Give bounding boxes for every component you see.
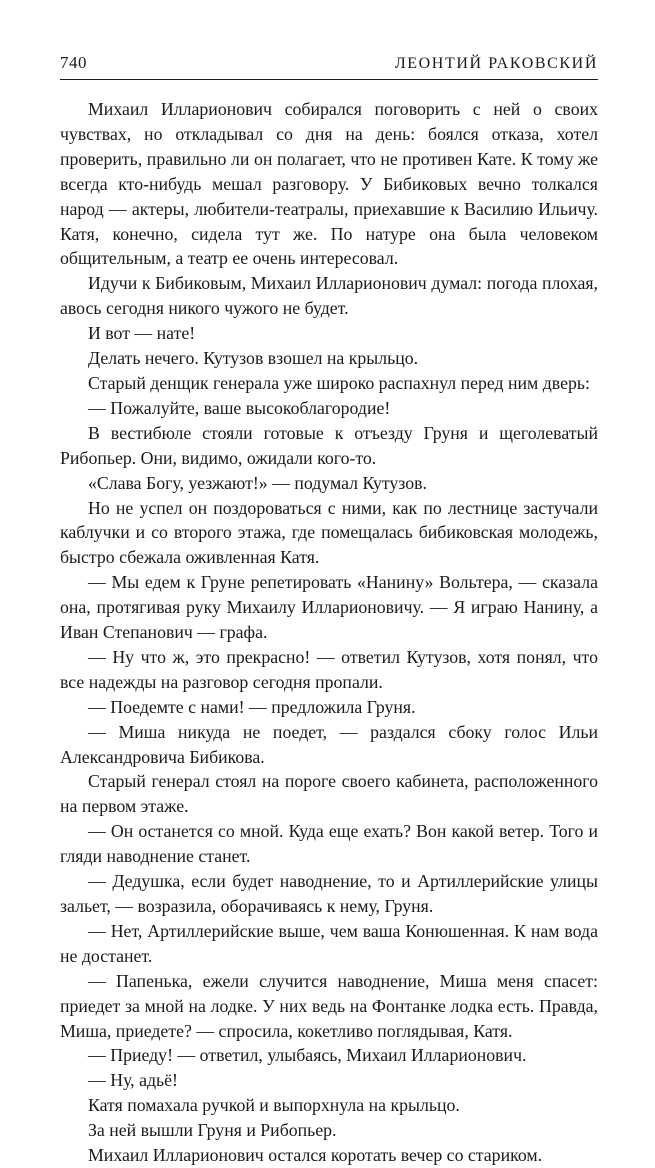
- paragraph: — Пожалуйте, ваше высокоблагородие!: [88, 397, 391, 418]
- paragraph: В вестибюле стояли готовые к отъезду Груня и щеголеватый Рибопьер. Они, видимо, ожидали кого-то.: [60, 422, 598, 468]
- paragraph: Делать нечего. Кутузов взошел на крыльцо.: [88, 348, 419, 369]
- paragraph: — Поедемте с нами! — предложила Груня.: [88, 696, 416, 717]
- paragraph: Старый денщик генерала уже широко распахнул перед ним дверь:: [88, 372, 590, 393]
- paragraph: — Он останется со мной. Куда еще ехать? Вон какой ветер. Того и гляди наводнение станет.: [60, 821, 598, 867]
- running-header: [60, 52, 598, 80]
- paragraph: Но не успел он поздороваться с ними, как по лестнице застучали каблучки и со второго этажа, где помещалась бибиковская молодежь, быстро сбежала оживленная Катя.: [60, 497, 598, 568]
- paragraph: Идучи к Бибиковым, Михаил Илларионович думал: погода плохая, авось сегодня никого чужого не будет.: [60, 273, 598, 319]
- paragraph: За ней вышли Груня и Рибопьер.: [88, 1120, 337, 1141]
- paragraph: — Приеду! — ответил, улыбаясь, Михаил Илларионович.: [88, 1045, 527, 1066]
- paragraph: — Папенька, ежели случится наводнение, Миша меня спасет: приедет за мной на лодке. У них ведь на Фонтанке лодка есть. Правда, Миша, приедете? — спросила, кокетливо поглядывая, Катя.: [60, 970, 598, 1041]
- paragraph: Михаил Илларионович собирался поговорить с ней о своих чувствах, но откладывал со дня на день: боялся отказа, хотел проверить, правильно ли он полагает, что не противен Кате. К тому же всегда кто-нибудь мешал разговору. У Бибиковых вечно толкался народ — актеры, любители-театралы, приехавшие к Василию Ильичу. Катя, конечно, сидела тут же. По натуре она была человеком общительным, а театр ее очень интересовал.: [60, 99, 598, 269]
- body-text: [60, 97, 598, 1168]
- paragraph: — Дедушка, если будет наводнение, то и Артиллерийские улицы зальет, — возразила, оборачиваясь к нему, Груня.: [60, 871, 598, 916]
- paragraph: — Мы едем к Груне репетировать «Нанину» Вольтера, — сказала она, протягивая руку Михаилу Илларионовичу. — Я играю Нанину, а Иван Степанович — графа.: [60, 572, 598, 643]
- paragraph: — Нет, Артиллерийские выше, чем ваша Конюшенная. К нам вода не достанет.: [60, 920, 598, 966]
- author-name: ЛЕОНТИЙ РАКОВСКИЙ: [394, 55, 598, 72]
- paragraph: Михаил Илларионович остался коротать вечер со стариком.: [88, 1145, 543, 1166]
- paragraph: Старый генерал стоял на пороге своего кабинета, расположенного на первом этаже.: [60, 771, 598, 817]
- paragraph: «Слава Богу, уезжают!» — подумал Кутузов.: [88, 472, 427, 493]
- paragraph: — Миша никуда не поедет, — раздался сбоку голос Ильи Александровича Бибикова.: [60, 721, 598, 767]
- paragraph: — Ну, адьё!: [88, 1070, 178, 1091]
- book-page: [60, 52, 598, 1168]
- paragraph: — Ну что ж, это прекрасно! — ответил Кутузов, хотя понял, что все надежды на разговор сегодня пропали.: [60, 646, 598, 692]
- paragraph: Катя помахала ручкой и выпорхнула на крыльцо.: [88, 1095, 460, 1116]
- paragraph: И вот — нате!: [88, 323, 196, 344]
- page-number: 740: [60, 53, 87, 72]
